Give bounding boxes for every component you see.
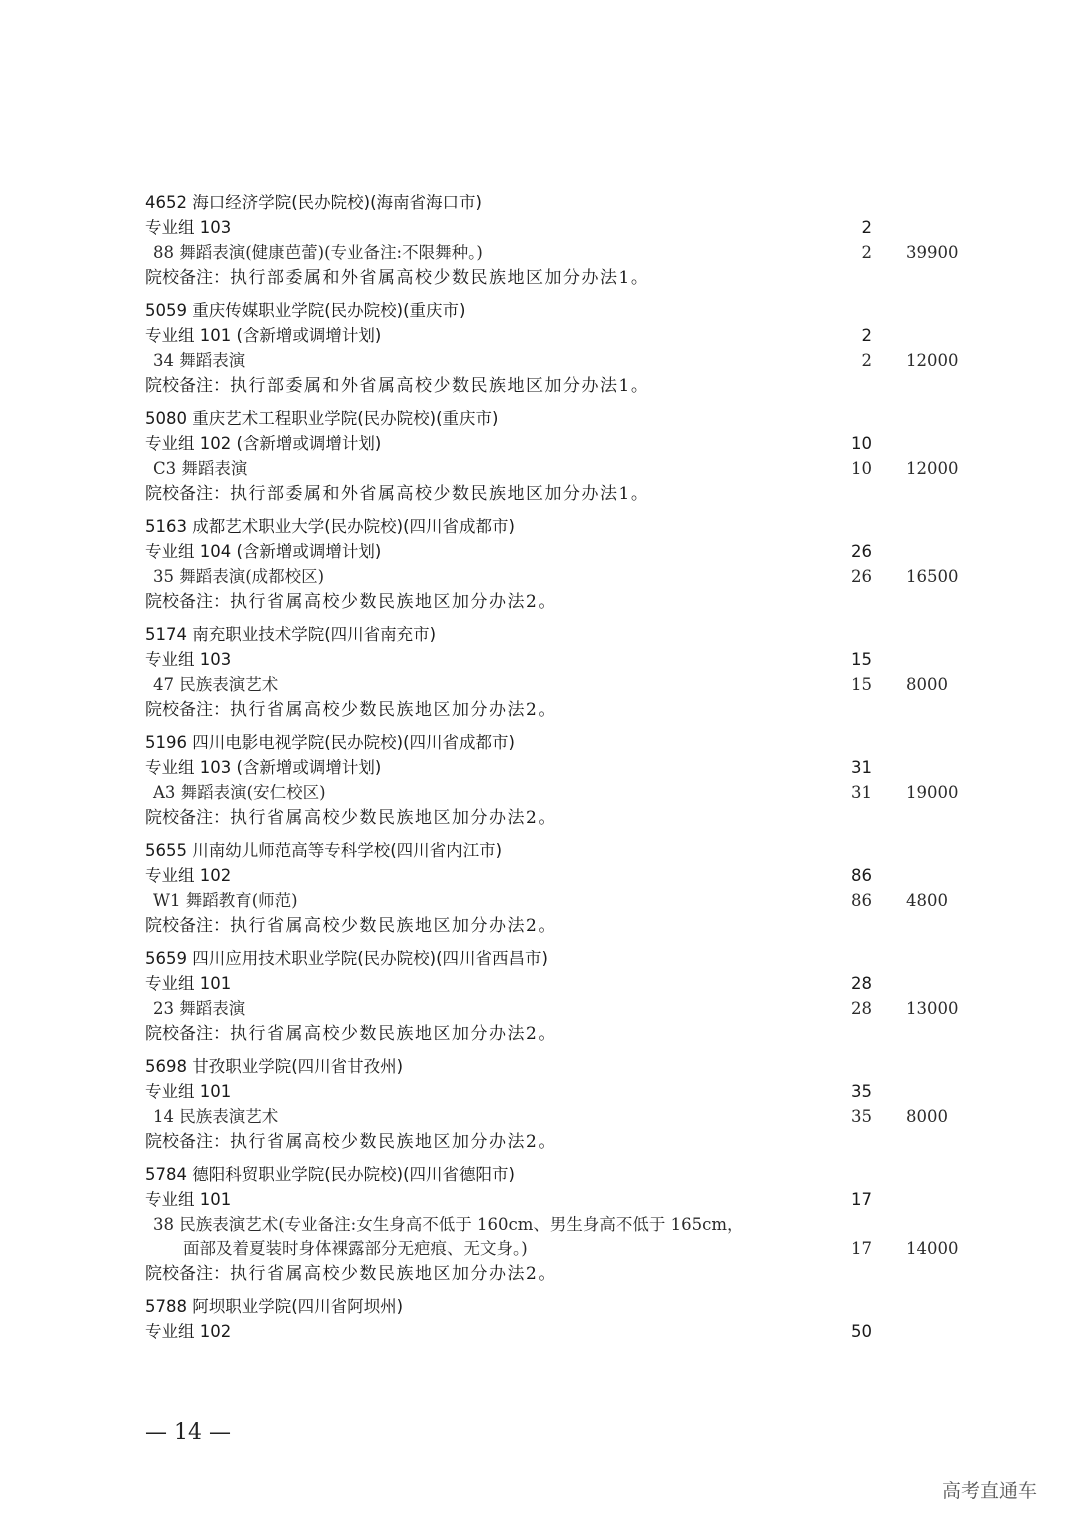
remark-label: 院校备注： — [145, 808, 230, 828]
remark-row — [0, 805, 1080, 830]
group-count: 10 — [851, 434, 872, 453]
group-count: 26 — [851, 542, 872, 561]
major-count: 17 — [851, 1239, 872, 1258]
group-row — [0, 1079, 1080, 1104]
school-header — [0, 190, 1080, 215]
group-row — [0, 323, 1080, 348]
major-name: C3 舞蹈表演 — [153, 459, 248, 478]
school-name: 4652 海口经济学院(民办院校)(海南省海口市) — [145, 193, 482, 212]
major-count: 2 — [861, 243, 872, 262]
group-count: 17 — [851, 1190, 872, 1209]
major-fee: 16500 — [906, 567, 959, 586]
school-header — [0, 1294, 1080, 1319]
remark-label: 院校备注： — [145, 700, 230, 720]
school-header — [0, 1054, 1080, 1079]
school-name: 5059 重庆传媒职业学院(民办院校)(重庆市) — [145, 301, 466, 320]
group-count: 35 — [851, 1082, 872, 1101]
school-header — [0, 946, 1080, 971]
major-name: 23 舞蹈表演 — [153, 999, 246, 1018]
major-fee: 19000 — [906, 783, 959, 802]
group-label: 专业组 103 — [145, 650, 232, 669]
school-header — [0, 730, 1080, 755]
major-fee: 8000 — [906, 675, 948, 694]
major-row — [0, 780, 1080, 805]
group-label: 专业组 101 — [145, 974, 232, 993]
major-fee: 14000 — [906, 1239, 959, 1258]
remark-label: 院校备注： — [145, 592, 230, 612]
group-row — [0, 863, 1080, 888]
major-name: 38 民族表演艺术(专业备注:女生身高不低于 160cm、男生身高不低于 165cm， — [153, 1215, 744, 1234]
group-row — [0, 971, 1080, 996]
major-count: 26 — [851, 567, 872, 586]
school-name: 5784 德阳科贸职业学院(民办院校)(四川省德阳市) — [145, 1165, 515, 1184]
remark-text: 执行省属高校少数民族地区加分办法2。 — [230, 700, 557, 720]
group-label: 专业组 102 — [145, 866, 232, 885]
major-row — [0, 240, 1080, 265]
school-header — [0, 1162, 1080, 1187]
major-count: 86 — [851, 891, 872, 910]
school-name: 5080 重庆艺术工程职业学院(民办院校)(重庆市) — [145, 409, 499, 428]
group-row — [0, 1187, 1080, 1212]
major-fee: 13000 — [906, 999, 959, 1018]
remark-text: 执行省属高校少数民族地区加分办法2。 — [230, 808, 557, 828]
major-name: W1 舞蹈教育(师范) — [153, 891, 298, 910]
group-row — [0, 755, 1080, 780]
major-fee: 39900 — [906, 243, 959, 262]
group-count: 28 — [851, 974, 872, 993]
group-label: 专业组 101 — [145, 1190, 232, 1209]
remark-row — [0, 697, 1080, 722]
group-row — [0, 215, 1080, 240]
school-name: 5174 南充职业技术学院(四川省南充市) — [145, 625, 437, 644]
remark-label: 院校备注： — [145, 1264, 230, 1284]
remark-label: 院校备注： — [145, 1132, 230, 1152]
major-count: 31 — [851, 783, 872, 802]
remark-row — [0, 1129, 1080, 1154]
major-row — [0, 1212, 1080, 1237]
remark-row — [0, 1261, 1080, 1286]
group-label: 专业组 103 (含新增或调增计划) — [145, 758, 382, 777]
remark-row — [0, 265, 1080, 290]
group-row — [0, 539, 1080, 564]
school-header — [0, 298, 1080, 323]
major-name: 34 舞蹈表演 — [153, 351, 246, 370]
major-fee: 12000 — [906, 351, 959, 370]
group-count: 50 — [851, 1322, 872, 1341]
remark-text: 执行省属高校少数民族地区加分办法2。 — [230, 1024, 557, 1044]
major-row — [0, 348, 1080, 373]
major-row-continued — [0, 1236, 1080, 1261]
school-name: 5788 阿坝职业学院(四川省阿坝州) — [145, 1297, 404, 1316]
major-row — [0, 456, 1080, 481]
major-count: 28 — [851, 999, 872, 1018]
major-name: 88 舞蹈表演(健康芭蕾)(专业备注:不限舞种。) — [153, 243, 483, 262]
school-name: 5659 四川应用技术职业学院(民办院校)(四川省西昌市) — [145, 949, 548, 968]
major-fee: 12000 — [906, 459, 959, 478]
group-row — [0, 647, 1080, 672]
major-fee: 8000 — [906, 1107, 948, 1126]
remark-row — [0, 481, 1080, 506]
school-header — [0, 514, 1080, 539]
school-name: 5698 甘孜职业学院(四川省甘孜州) — [145, 1057, 404, 1076]
group-count: 86 — [851, 866, 872, 885]
major-row — [0, 1104, 1080, 1129]
group-count: 2 — [861, 218, 872, 237]
major-count: 15 — [851, 675, 872, 694]
major-name-continued: 面部及着夏装时身体裸露部分无疤痕、无文身。) — [183, 1239, 528, 1258]
group-label: 专业组 101 — [145, 1082, 232, 1101]
group-label: 专业组 103 — [145, 218, 232, 237]
remark-row — [0, 589, 1080, 614]
group-row — [0, 431, 1080, 456]
major-row — [0, 996, 1080, 1021]
remark-label: 院校备注： — [145, 376, 230, 396]
major-count: 35 — [851, 1107, 872, 1126]
major-row — [0, 888, 1080, 913]
remark-label: 院校备注： — [145, 916, 230, 936]
major-name: 35 舞蹈表演(成都校区) — [153, 567, 325, 586]
remark-row — [0, 1021, 1080, 1046]
watermark: 高考直通车 — [942, 1480, 1038, 1502]
school-header — [0, 622, 1080, 647]
remark-row — [0, 913, 1080, 938]
group-label: 专业组 101 (含新增或调增计划) — [145, 326, 382, 345]
school-header — [0, 838, 1080, 863]
remark-text: 执行省属高校少数民族地区加分办法2。 — [230, 1264, 557, 1284]
remark-text: 执行部委属和外省属高校少数民族地区加分办法1。 — [230, 268, 650, 288]
major-count: 10 — [851, 459, 872, 478]
major-fee: 4800 — [906, 891, 948, 910]
group-count: 15 — [851, 650, 872, 669]
remark-text: 执行省属高校少数民族地区加分办法2。 — [230, 1132, 557, 1152]
school-header — [0, 406, 1080, 431]
remark-text: 执行省属高校少数民族地区加分办法2。 — [230, 916, 557, 936]
major-row — [0, 672, 1080, 697]
remark-label: 院校备注： — [145, 484, 230, 504]
remark-label: 院校备注： — [145, 268, 230, 288]
remark-text: 执行部委属和外省属高校少数民族地区加分办法1。 — [230, 376, 650, 396]
major-count: 2 — [861, 351, 872, 370]
remark-text: 执行部委属和外省属高校少数民族地区加分办法1。 — [230, 484, 650, 504]
major-name: 14 民族表演艺术 — [153, 1107, 279, 1126]
group-label: 专业组 102 (含新增或调增计划) — [145, 434, 382, 453]
remark-text: 执行省属高校少数民族地区加分办法2。 — [230, 592, 557, 612]
school-name: 5655 川南幼儿师范高等专科学校(四川省内江市) — [145, 841, 503, 860]
page-number: — 14 — — [145, 1420, 231, 1445]
major-name: 47 民族表演艺术 — [153, 675, 279, 694]
school-name: 5163 成都艺术职业大学(民办院校)(四川省成都市) — [145, 517, 515, 536]
group-label: 专业组 102 — [145, 1322, 232, 1341]
remark-row — [0, 373, 1080, 398]
major-row — [0, 564, 1080, 589]
group-label: 专业组 104 (含新增或调增计划) — [145, 542, 382, 561]
group-count: 31 — [851, 758, 872, 777]
group-count: 2 — [861, 326, 872, 345]
group-row — [0, 1319, 1080, 1344]
school-name: 5196 四川电影电视学院(民办院校)(四川省成都市) — [145, 733, 515, 752]
major-name: A3 舞蹈表演(安仁校区) — [153, 783, 326, 802]
remark-label: 院校备注： — [145, 1024, 230, 1044]
